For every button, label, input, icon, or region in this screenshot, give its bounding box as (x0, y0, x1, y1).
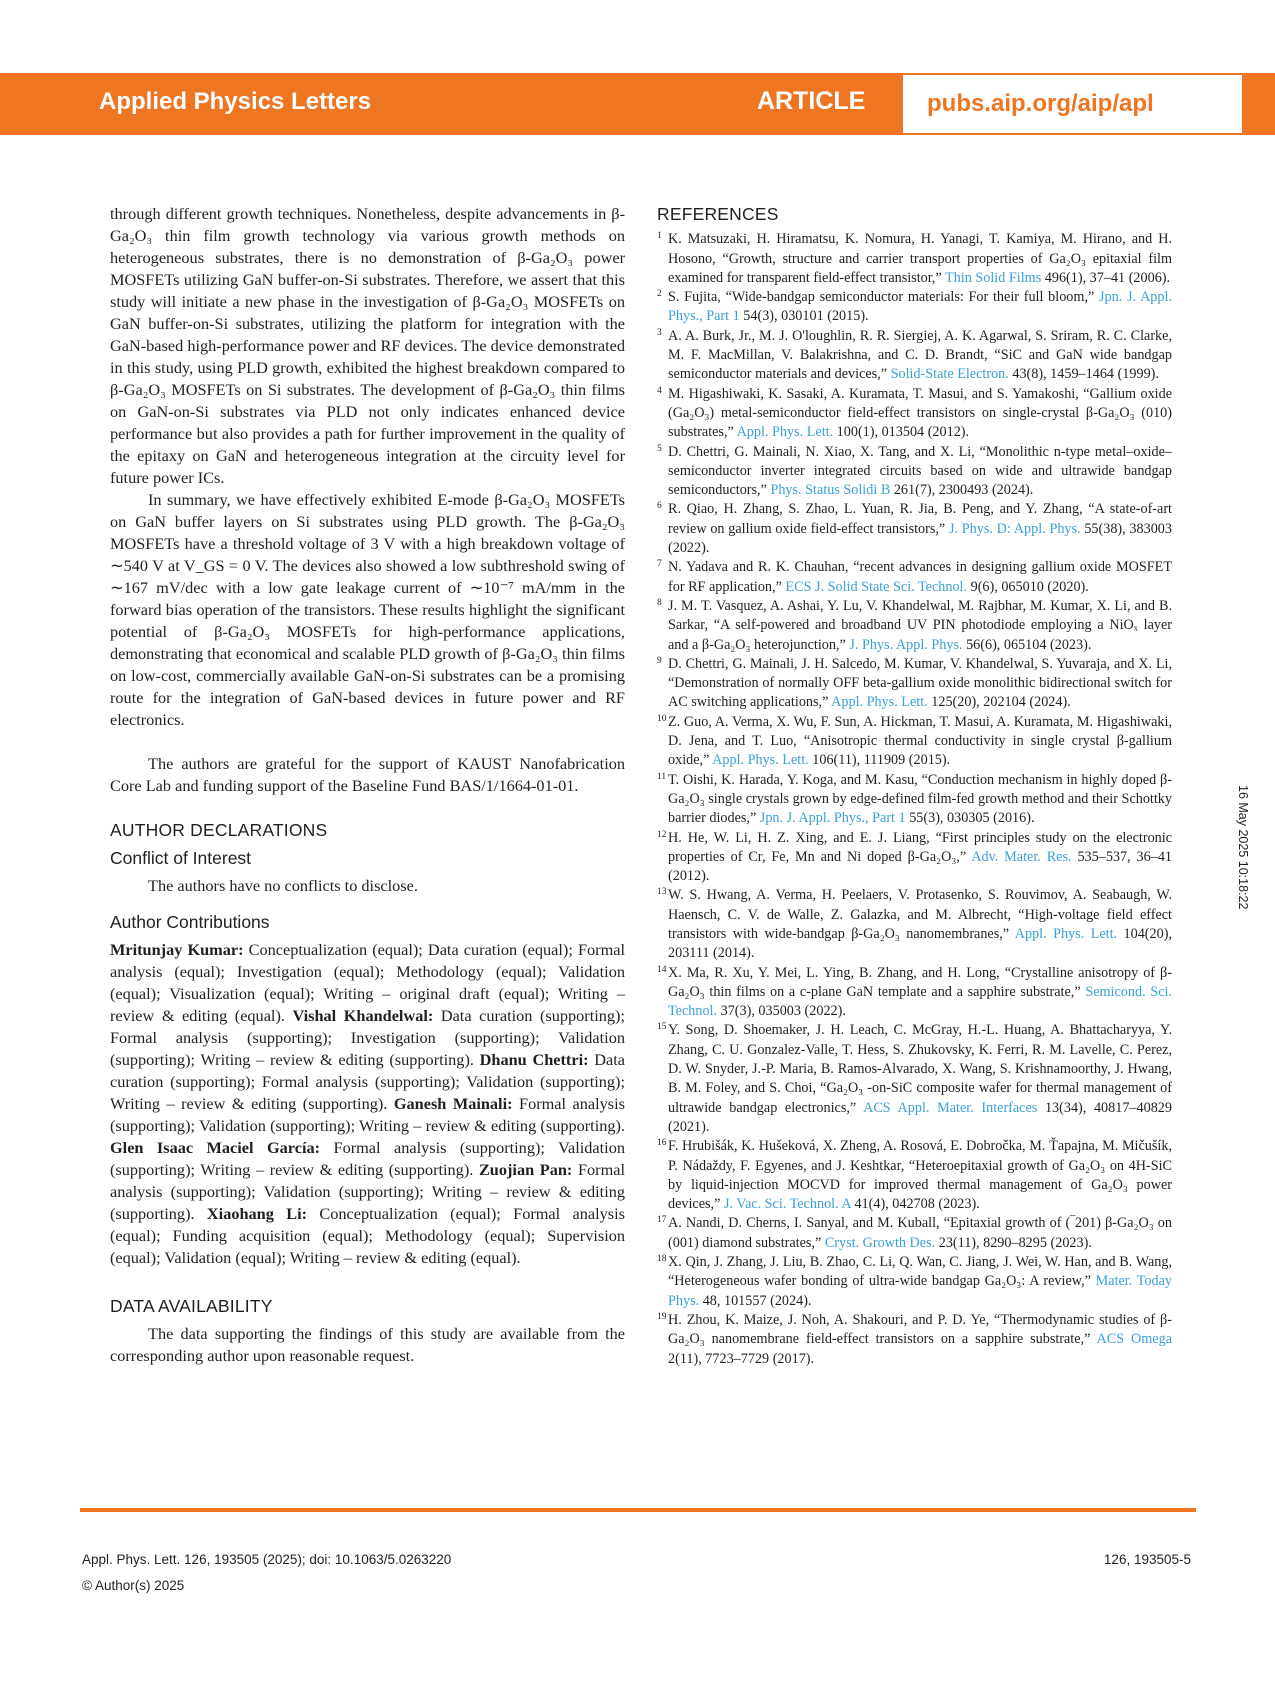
reference-item (657, 829, 1172, 887)
reference-text: D. Chettri, G. Mainali, J. H. Salcedo, M. Kumar, V. Khandelwal, S. Yuvaraja, and X. Li, “Demonstration of normally OFF beta-gallium oxide monolithic bidirectional switch for AC switching applications,” Appl. Phys. Lett. 125(20), 202104 (2024). (668, 655, 1172, 711)
reference-number: 18 (657, 1254, 667, 1265)
reference-item (657, 597, 1172, 655)
reference-text: Y. Song, D. Shoemaker, J. H. Leach, C. McGray, H.-L. Huang, A. Bhattacharyya, Y. Zhang, C. U. Gonzalez-Valle, T. Hess, S. Zhukovsky, K. Ferri, R. M. Lavelle, C. Perez, D. W. Snyder, J.-P. Maria, B. Ramos-Alvarado, X. Wang, S. Krishnamoorthy, J. Hwang, B. M. Foley, and S. Choi, “Ga₂O₃ -on-SiC composite wafer for thermal management of ultrawide bandgap electronics,” ACS Appl. Mater. Interfaces 13(34), 40817–40829 (2021). (668, 1022, 1172, 1135)
reference-journal-link[interactable]: ACS Omega (1096, 1331, 1172, 1348)
body-paragraph-1: through different growth techniques. Nonetheless, despite advancements in β-Ga₂O₃ thin film growth technology via various growth methods on heterogeneous substrates, there is no demonstration of β-Ga₂O₃ power MOSFETs utilizing GaN buffer-on-Si substrates. Therefore, we assert that this study will initiate a new phase in the investigation of β-Ga₂O₃ MOSFETs on GaN buffer-on-Si substrates, utilizing the platform for integration with the GaN-based high-performance power and RF devices. The device demonstrated in this study, using PLD growth, exhibited the highest breakdown compared to β-Ga₂O₃ MOSFETs on Si substrates. The development of β-Ga₂O₃ thin films on GaN-on-Si substrates via PLD not only indicates enhanced device performance but also provides a path for further improvement in the quality of the epitaxy on GaN and heterogeneous integration at the circuity level for future power ICs. (110, 204, 625, 487)
reference-text: D. Chettri, G. Mainali, N. Xiao, X. Tang, and X. Li, “Monolithic n-type metal–oxide–semiconductor inverter integrated circuits based on wide and ultrawide bandgap semiconductors,” Phys. Status Solidi B 261(7), 2300493 (2024). (668, 443, 1172, 499)
reference-item (657, 443, 1172, 501)
data-availability-text: The data supporting the findings of this study are available from the corresponding author upon reasonable request. (110, 1324, 625, 1365)
footer-copyright: © Author(s) 2025 (82, 1578, 185, 1593)
reference-number: 4 (657, 385, 662, 396)
reference-journal-link[interactable]: Jpn. J. Appl. Phys., Part 1 (759, 810, 906, 827)
journal-url-link[interactable]: pubs.aip.org/aip/apl (927, 90, 1154, 117)
reference-item (657, 713, 1172, 771)
reference-text: Z. Guo, A. Verma, X. Wu, F. Sun, A. Hickman, T. Masui, A. Kuramata, M. Higashiwaki, D. Jena, and T. Luo, “Anisotropic thermal conductivity in single crystal β-gallium oxide,” Appl. Phys. Lett. 106(11), 111909 (2015). (668, 713, 1172, 769)
reference-number: 7 (657, 559, 662, 570)
reference-journal-link[interactable]: ECS J. Solid State Sci. Technol. (785, 578, 968, 595)
header-banner (0, 73, 1275, 135)
reference-text: J. M. T. Vasquez, A. Ashai, Y. Lu, V. Khandelwal, M. Rajbhar, M. Kumar, X. Li, and B. Sarkar, “A self-powered and broadband UV PIN photodiode employing a NiOₓ layer and a β-Ga₂O₃ heterojunction,” J. Phys. Appl. Phys. 56(6), 065104 (2023). (668, 597, 1172, 653)
contributor-name: Xiaohang Li: (206, 1204, 308, 1223)
reference-number: 17 (657, 1215, 667, 1226)
contributor-name: Zuojian Pan: (478, 1160, 573, 1179)
reference-journal-link[interactable]: Adv. Mater. Res. (971, 848, 1072, 865)
reference-item (657, 886, 1172, 963)
contributor-roles: Conceptualization (equal); Formal analysis (equal); Funding acquisition (equal); Methodology (equal); Supervision (equal); Validation (equal); Writing – review & editing (equal). (110, 1204, 625, 1267)
reference-item (657, 230, 1172, 288)
reference-number: 9 (657, 655, 662, 666)
reference-number: 11 (657, 771, 667, 782)
reference-journal-link[interactable]: J. Vac. Sci. Technol. A (723, 1196, 851, 1213)
reference-item (657, 288, 1172, 327)
reference-number: 14 (657, 964, 667, 975)
reference-journal-link[interactable]: Mater. Today Phys. (668, 1273, 1173, 1309)
conflict-text: The authors have no conflicts to disclose. (148, 876, 418, 895)
reference-journal-link[interactable]: Appl. Phys. Lett. (1014, 925, 1118, 942)
reference-text: A. Nandi, D. Cherns, I. Sanyal, and M. Kuball, “Epitaxial growth of (‾201) β-Ga₂O₃ on (001) diamond substrates,” Cryst. Growth Des. 23(11), 8290–8295 (2023). (668, 1215, 1172, 1251)
reference-journal-link[interactable]: Appl. Phys. Lett. (831, 694, 928, 711)
reference-journal-link[interactable]: Phys. Status Solidi B (770, 482, 891, 499)
journal-title[interactable]: Applied Physics Letters (99, 88, 372, 115)
reference-number: 15 (657, 1022, 667, 1033)
reference-item (657, 385, 1172, 443)
footer-citation: Appl. Phys. Lett. 126, 193505 (2025); doi: 10.1063/5.0263220 (82, 1552, 452, 1567)
contributor-roles: Data curation (supporting); Formal analysis (supporting); Investigation (supporting); Validation (supporting); Writing – review & editing (supporting). (110, 1006, 625, 1069)
reference-item (657, 327, 1172, 385)
subheading-conflict: Conflict of Interest (110, 848, 252, 868)
reference-journal-link[interactable]: Cryst. Growth Des. (824, 1234, 936, 1251)
reference-text: S. Fujita, “Wide-bandgap semiconductor materials: For their full bloom,” Jpn. J. Appl. Phys., Part 1 54(3), 030101 (2015). (668, 289, 1172, 325)
contributor-name: Ganesh Mainali: (393, 1094, 513, 1113)
contributor-name: Dhanu Chettri: (479, 1050, 589, 1069)
reference-number: 16 (657, 1138, 667, 1149)
reference-journal-link[interactable]: ACS Appl. Mater. Interfaces (863, 1099, 1038, 1116)
reference-text: R. Qiao, H. Zhang, S. Zhao, L. Yuan, R. Jia, B. Peng, and Y. Zhang, “A state-of-art review on gallium oxide field-effect transistors,” J. Phys. D: Appl. Phys. 55(38), 383003 (2022). (668, 501, 1172, 557)
reference-text: X. Qin, J. Zhang, J. Liu, B. Zhao, C. Li, Q. Wan, C. Jiang, J. Wei, W. Han, and B. Wang, “Heterogeneous wafer bonding of ultra-wide bandgap Ga₂O₃: A review,” Mater. Today Phys. 48, 101557 (2024). (668, 1254, 1173, 1309)
reference-item (657, 558, 1172, 597)
reference-number: 19 (657, 1311, 667, 1322)
reference-item (657, 964, 1172, 1022)
reference-number: 3 (657, 327, 662, 338)
reference-number: 1 (657, 231, 662, 242)
reference-item (657, 1311, 1172, 1369)
references-column (657, 205, 1172, 1369)
contributor-roles: Formal analysis (supporting); Validation (supporting); Writing – review & editing (supporting). (110, 1160, 625, 1223)
contributor-name: Vishal Khandelwal: (292, 1006, 434, 1025)
references-heading: REFERENCES (657, 204, 779, 224)
reference-journal-link[interactable]: Thin Solid Films (945, 269, 1042, 286)
reference-text: A. A. Burk, Jr., M. J. O'loughlin, R. R. Siergiej, A. K. Agarwal, S. Sriram, R. C. Clarke, M. F. MacMillan, V. Balakrishna, and C. D. Brandt, “SiC and GaN wide bandgap semiconductor materials and devices,” Solid-State Electron. 43(8), 1459–1464 (1999). (668, 327, 1172, 383)
reference-text: N. Yadava and R. K. Chauhan, “recent advances in designing gallium oxide MOSFET for RF application,” ECS J. Solid State Sci. Technol. 9(6), 065010 (2020). (668, 559, 1172, 595)
contributor-name: Mritunjay Kumar: (110, 940, 244, 959)
reference-text: F. Hrubišák, K. Hušeková, X. Zheng, A. Rosová, E. Dobročka, M. Ťapajna, M. Mičušík, P. Nádaždy, F. Egyenes, and J. Keshtkar, “Heteroepitaxial growth of Ga₂O₃ on 4H-SiC by liquid-injection MOCVD for improved thermal management of Ga₂O₃ power devices,” J. Vac. Sci. Technol. A 41(4), 042708 (2023). (668, 1138, 1172, 1213)
reference-number: 8 (657, 597, 662, 608)
reference-item (657, 655, 1172, 713)
reference-number: 6 (657, 501, 662, 512)
reference-number: 13 (657, 887, 667, 898)
reference-text: K. Matsuzaki, H. Hiramatsu, K. Nomura, H. Yanagi, T. Kamiya, M. Hirano, and H. Hosono, “Growth, structure and carrier transport properties of Ga₂O₃ epitaxial film examined for transparent field-effect transistor,” Thin Solid Films 496(1), 37–41 (2006). (668, 231, 1172, 286)
reference-text: H. Zhou, K. Maize, J. Noh, A. Shakouri, and P. D. Ye, “Thermodynamic studies of β-Ga₂O₃ nanomembrane field-effect transistors on a sapphire substrate,” ACS Omega 2(11), 7723–7729 (2017). (668, 1311, 1172, 1367)
reference-journal-link[interactable]: J. Phys. Appl. Phys. (849, 636, 963, 653)
reference-text: X. Ma, R. Xu, Y. Mei, L. Ying, B. Zhang, and H. Long, “Crystalline anisotropy of β-Ga₂O₃ thin films on a c-plane GaN template and a sapphire substrate,” Semicond. Sci. Technol. 37(3), 035003 (2022). (668, 964, 1172, 1020)
left-column (110, 203, 625, 1367)
article-type-label: ARTICLE (757, 87, 866, 115)
acknowledgments: The authors are grateful for the support of KAUST Nanofabrication Core Lab and funding support of the Baseline Fund BAS/1/1664-01-01. (110, 754, 625, 795)
reference-journal-link[interactable]: Solid-State Electron. (890, 366, 1009, 383)
reference-item (657, 1253, 1172, 1311)
reference-item (657, 500, 1172, 558)
footer-page-number: 126, 193505-5 (1103, 1552, 1191, 1567)
contributor-roles: Data curation (supporting); Formal analysis (supporting); Validation (supporting); Writing – review & editing (supporting). (110, 1050, 625, 1113)
body-paragraph-summary: In summary, we have effectively exhibited E-mode β-Ga₂O₃ MOSFETs on GaN buffer layers on Si substrates using PLD growth. The β-Ga₂O₃ MOSFETs have a threshold voltage of 3 V with a high breakdown voltage of ∼540 V at V_GS = 0 V. The devices also showed a low subthreshold swing of ∼167 mV/dec with a low gate leakage current of ∼10⁻⁷ mA/mm in the forward bias operation of the transistors. These results highlight the significant potential of β-Ga₂O₃ MOSFETs for high-performance applications, demonstrating that economical and scalable PLD growth of β-Ga₂O₃ thin films on low-cost, commercially available GaN-on-Si substrates can be a promising route for the integration of GaN-based devices in future power and RF electronics. (110, 490, 625, 729)
reference-journal-link[interactable]: Appl. Phys. Lett. (712, 752, 809, 769)
reference-text: T. Oishi, K. Harada, Y. Koga, and M. Kasu, “Conduction mechanism in highly doped β-Ga₂O₃ single crystals grown by edge-defined film-fed growth method and their Schottky barrier diodes,” Jpn. J. Appl. Phys., Part 1 55(3), 030305 (2016). (668, 771, 1172, 827)
footer-rule (80, 1508, 1196, 1512)
reference-item (657, 771, 1172, 829)
side-timestamp: 16 May 2025 10:18:22 (1236, 785, 1250, 910)
reference-item (657, 1214, 1172, 1253)
reference-number: 2 (657, 289, 662, 300)
reference-text: W. S. Hwang, A. Verma, H. Peelaers, V. Protasenko, S. Rouvimov, A. Seabaugh, W. Haensch, C. V. de Walle, Z. Galazka, and M. Albrecht, “High-voltage field effect transistors with wide-bandgap β-Ga₂O₃ nanomembranes,” Appl. Phys. Lett. 104(20), 203111 (2014). (668, 887, 1172, 962)
journal-url-box[interactable] (903, 75, 1242, 133)
reference-item (657, 1137, 1172, 1214)
reference-text: M. Higashiwaki, K. Sasaki, A. Kuramata, T. Masui, and S. Yamakoshi, “Gallium oxide (Ga₂O₃) metal-semiconductor field-effect transistors on single-crystal β-Ga₂O₃ (010) substrates,” Appl. Phys. Lett. 100(1), 013504 (2012). (668, 385, 1172, 441)
contributor-roles: Conceptualization (equal); Data curation (equal); Formal analysis (equal); Investigation (equal); Methodology (equal); Validation (equal); Visualization (equal); Writing – original draft (equal); Writing – review & editing (equal). (110, 940, 625, 1025)
contributor-name: Glen Isaac Maciel García: (110, 1138, 321, 1157)
reference-item (657, 1021, 1172, 1137)
contributions-paragraph (110, 939, 625, 1269)
reference-journal-link[interactable]: J. Phys. D: Appl. Phys. (948, 520, 1081, 537)
contributor-roles: Formal analysis (supporting); Validation (supporting); Writing – review & editing (supporting). (110, 1138, 625, 1179)
reference-list (657, 230, 1172, 1369)
reference-journal-link[interactable]: Semicond. Sci. Technol. (668, 983, 1172, 1020)
section-heading-author-declarations: AUTHOR DECLARATIONS (110, 820, 328, 840)
reference-number: 5 (657, 443, 662, 454)
section-heading-data-availability: DATA AVAILABILITY (110, 1296, 273, 1316)
reference-journal-link[interactable]: Appl. Phys. Lett. (736, 424, 834, 441)
subheading-contributions: Author Contributions (110, 912, 270, 932)
contributor-roles: Formal analysis (supporting); Validation (supporting); Writing – review & editing (supporting). (110, 1094, 626, 1135)
reference-journal-link[interactable]: Jpn. J. Appl. Phys., Part 1 (668, 289, 1172, 325)
reference-number: 10 (657, 713, 667, 724)
reference-text: H. He, W. Li, H. Z. Xing, and E. J. Liang, “First principles study on the electronic properties of Cr, Fe, Mn and Ni doped β-Ga₂O₃,” Adv. Mater. Res. 535–537, 36–41 (2012). (668, 829, 1173, 885)
reference-number: 12 (657, 829, 667, 840)
